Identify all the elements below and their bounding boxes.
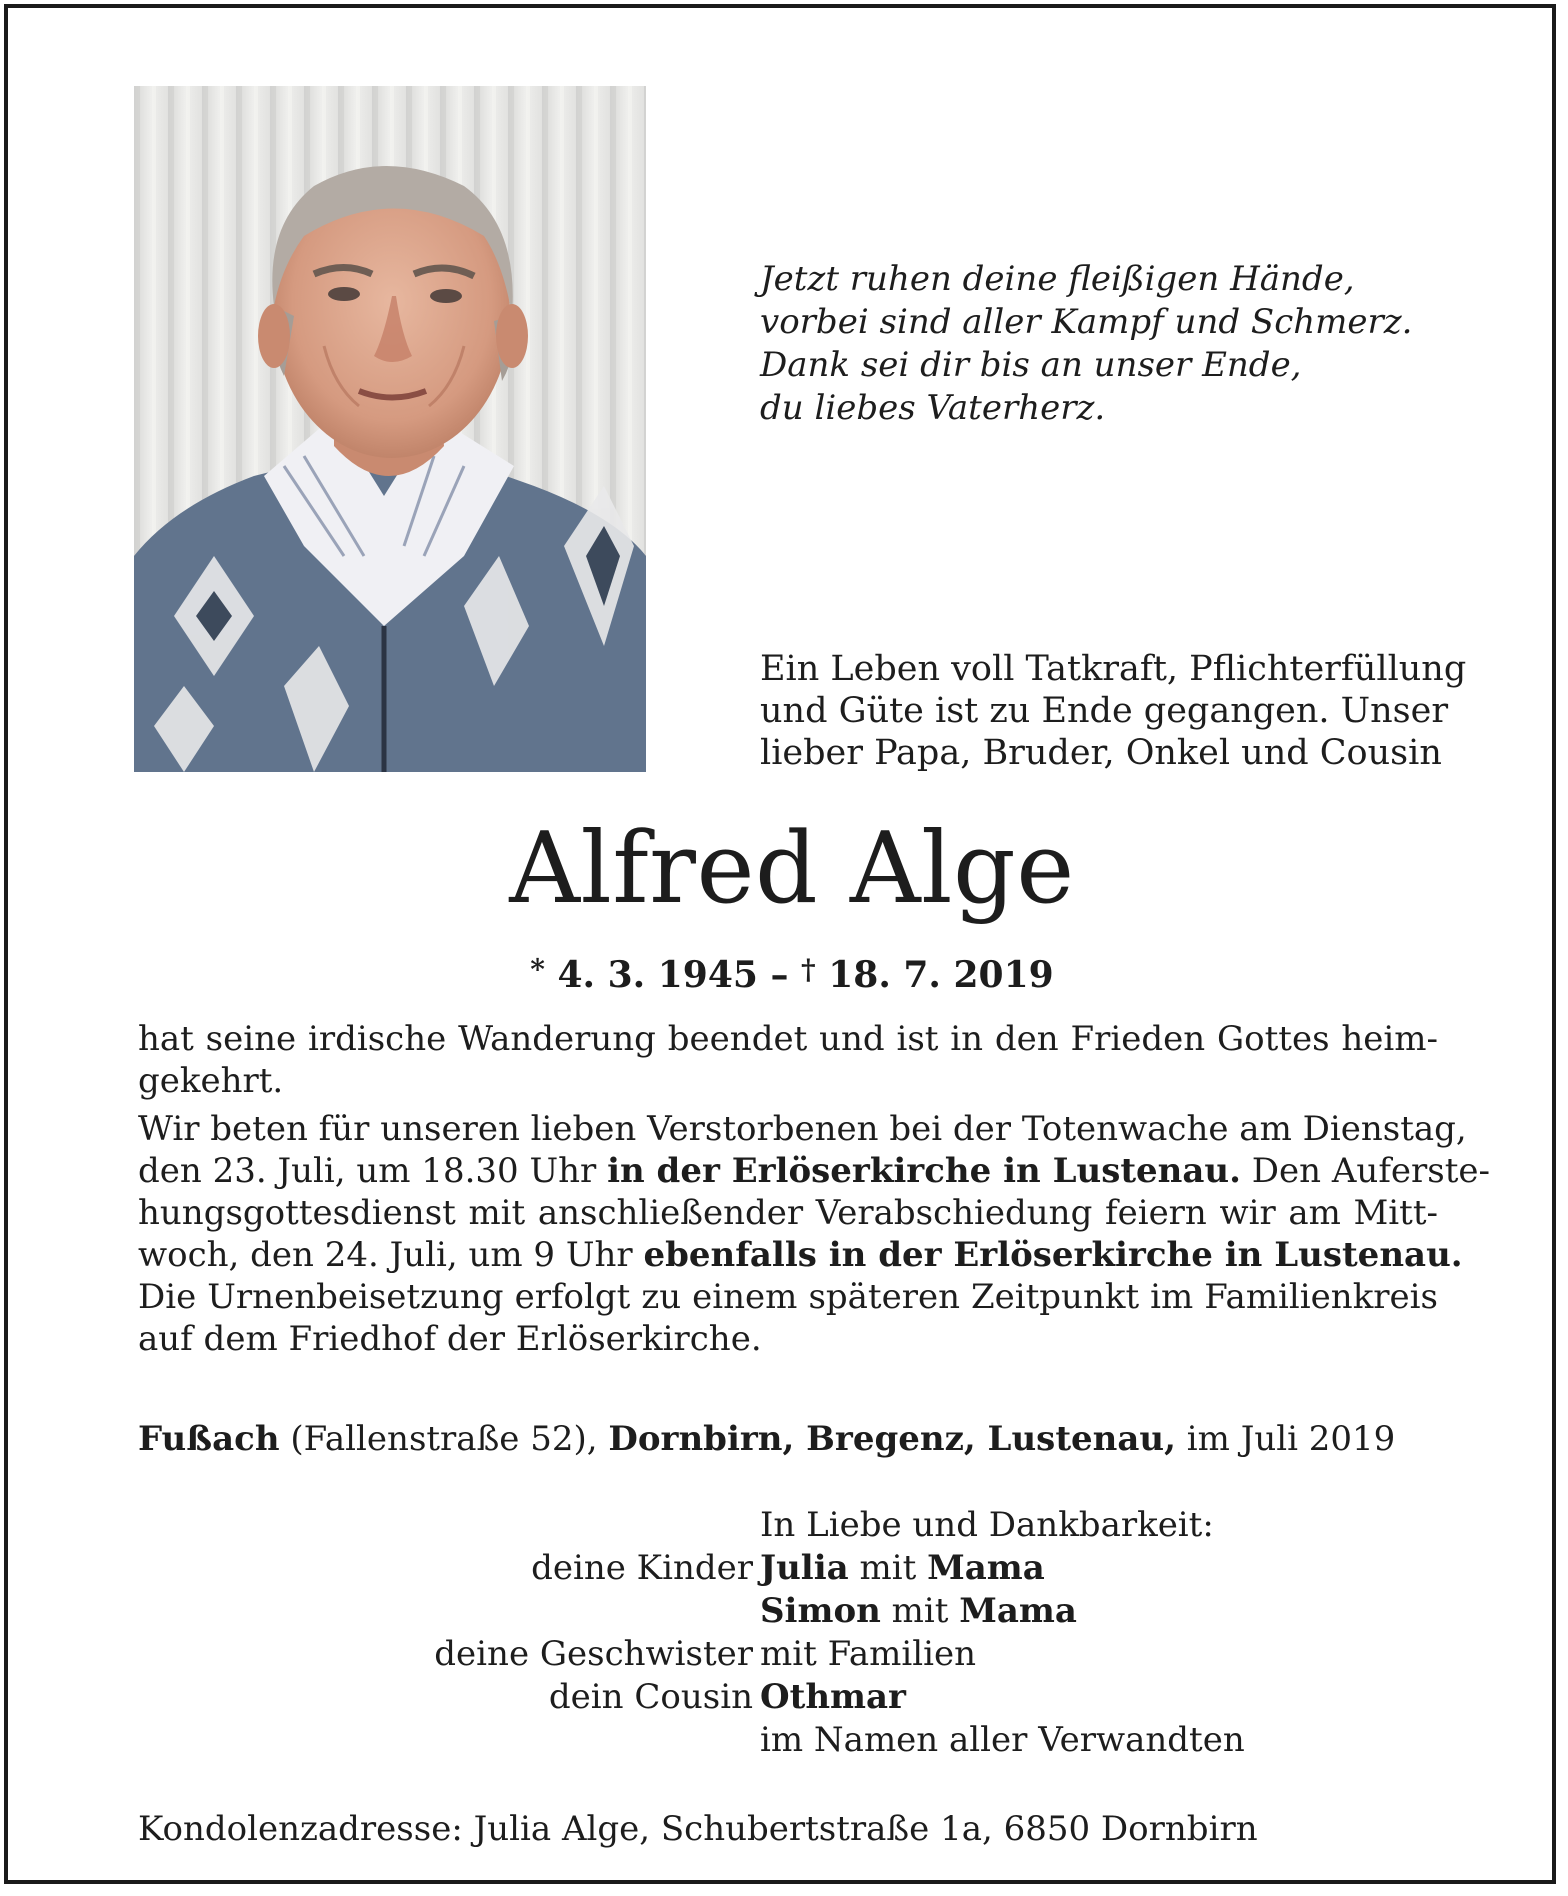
child-name: Simon xyxy=(760,1591,881,1631)
birth-date: 4. 3. 1945 xyxy=(557,954,758,996)
poem-line: vorbei sind aller Kampf und Schmerz. xyxy=(760,302,1413,342)
church-location: ebenfalls in der Erlöserkirche in Lustenau. xyxy=(643,1235,1463,1275)
poem-line: Dank sei dir bis an unser Ende, xyxy=(760,345,1302,385)
poem-line: Jetzt ruhen deine fleißigen Hände, xyxy=(760,259,1355,299)
body-line xyxy=(138,1234,1463,1276)
thanks-heading: In Liebe und Dankbarkeit: xyxy=(760,1505,1214,1545)
body-line: hat seine irdische Wanderung beendet und ist in den Frieden Gottes heim- xyxy=(138,1019,1438,1059)
poem-verse xyxy=(760,258,1413,430)
mama-text: Mama xyxy=(959,1591,1077,1631)
siblings-value: mit Familien xyxy=(760,1634,977,1674)
death-date: 18. 7. 2019 xyxy=(828,954,1054,996)
place-others: Dornbirn, Bregenz, Lustenau, xyxy=(608,1419,1176,1459)
deceased-name: Alfred Alge xyxy=(509,812,1075,926)
body-text: woch, den 24. Juli, um 9 Uhr xyxy=(138,1235,633,1275)
body-line: gekehrt. xyxy=(138,1061,284,1101)
place-date: im Juli 2019 xyxy=(1186,1419,1396,1459)
portrait-photo xyxy=(134,86,646,772)
condolence-address: Kondolenzadresse: Julia Alge, Schubertstraße 1a, 6850 Dornbirn xyxy=(138,1809,1258,1849)
obituary-frame xyxy=(4,4,1556,1884)
mourners-list xyxy=(8,1504,1568,1762)
intro-line: Ein Leben voll Tatkraft, Pflichterfüllung xyxy=(760,649,1467,689)
place-date-line xyxy=(138,1418,1395,1460)
child-entry xyxy=(760,1547,1045,1590)
church-location: in der Erlöserkirche in Lustenau. xyxy=(607,1151,1241,1191)
body-line: Wir beten für unseren lieben Verstorbenen bei der Totenwache am Dienstag, xyxy=(138,1109,1467,1149)
place-street: (Fallenstraße 52), xyxy=(290,1419,598,1459)
body-text: Den Auferste- xyxy=(1251,1151,1491,1191)
birth-symbol: * xyxy=(530,953,545,986)
siblings-label: deine Geschwister xyxy=(434,1634,753,1674)
intro-line: lieber Papa, Bruder, Onkel und Cousin xyxy=(760,733,1442,773)
poem-line: du liebes Vaterherz. xyxy=(760,388,1106,428)
mit-text: mit xyxy=(891,1591,949,1631)
cousin-name: Othmar xyxy=(760,1677,906,1717)
date-separator: – xyxy=(770,954,789,996)
body-line: auf dem Friedhof der Erlöserkirche. xyxy=(138,1319,762,1359)
life-dates xyxy=(8,948,1568,997)
intro-text xyxy=(760,648,1467,774)
mama-text: Mama xyxy=(927,1548,1045,1588)
body-text: den 23. Juli, um 18.30 Uhr xyxy=(138,1151,597,1191)
intro-line: und Güte ist zu Ende gegangen. Unser xyxy=(760,691,1449,731)
death-symbol: † xyxy=(801,953,816,986)
closing-line: im Namen aller Verwandten xyxy=(760,1720,1245,1760)
child-name: Julia xyxy=(760,1548,849,1588)
mit-text: mit xyxy=(859,1548,917,1588)
body-line: hungsgottesdienst mit anschließender Verabschiedung feiern wir am Mitt- xyxy=(138,1193,1438,1233)
cousin-label: dein Cousin xyxy=(548,1677,753,1717)
child-entry xyxy=(760,1590,1077,1633)
body-line xyxy=(138,1150,1491,1192)
body-line: Die Urnenbeisetzung erfolgt zu einem späteren Zeitpunkt im Familienkreis xyxy=(138,1277,1438,1317)
place-town: Fußach xyxy=(138,1419,280,1459)
children-label: deine Kinder xyxy=(531,1548,753,1588)
announcement-body xyxy=(138,1018,1491,1360)
